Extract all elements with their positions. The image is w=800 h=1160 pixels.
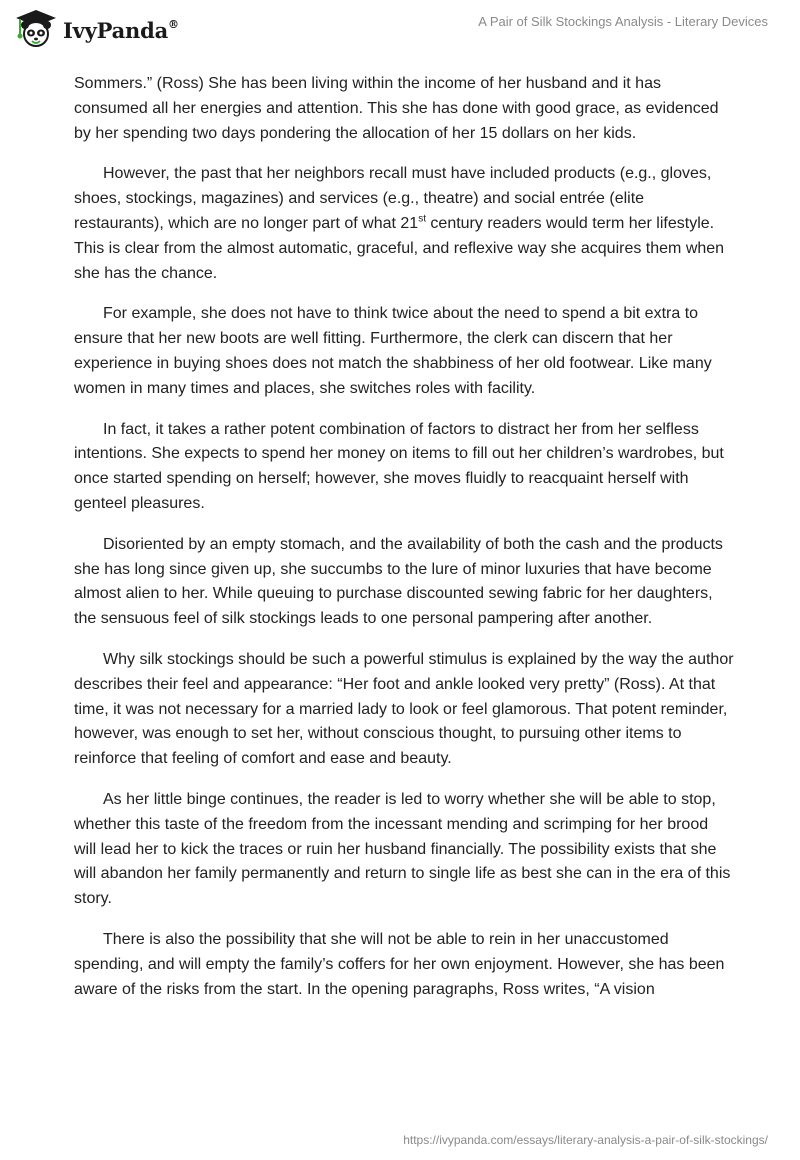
essay-body	[74, 72, 734, 1018]
page-header	[0, 0, 800, 60]
brand-logo[interactable]	[14, 8, 179, 48]
document-title: A Pair of Silk Stockings Analysis - Literary Devices	[478, 14, 768, 29]
paragraph: For example, she does not have to think twice about the need to spend a bit extra to ensure that her new boots are well fitting. Furthermore, the clerk can discern that her experience in buying shoes does not match the shabbiness of her old footwear. Like many women in many times and places, she switches roles with facility.	[74, 305, 712, 397]
paragraph: Disoriented by an empty stomach, and the availability of both the cash and the products she has long since given up, she succumbs to the lure of minor luxuries that have become almost alien to her. While queuing to purchase discounted sewing fabric for her daughters, the sensuous feel of silk stockings leads to one personal pampering after another.	[74, 535, 723, 628]
paragraph: There is also the possibility that she will not be able to rein in her unaccustomed spending, and will empty the family’s coffers for her own enjoyment. However, she has been aware of the risks from the start. In the opening paragraphs, Ross writes, “A vision	[74, 930, 725, 998]
paragraph: In fact, it takes a rather potent combination of factors to distract her from her selfless intentions. She expects to spend her money on items to fill out her children’s wardrobes, but once started spending on herself; however, she moves fluidly to reacquaint herself with genteel pleasures.	[74, 420, 724, 512]
paragraph: Sommers.” (Ross) She has been living within the income of her husband and it has consumed all her energies and attention. This she has done with good grace, as evidenced by her spending two days pondering the allocation of her 15 dollars on her kids.	[74, 75, 719, 142]
panda-graduation-cap-icon	[14, 8, 58, 48]
paragraph: As her little binge continues, the reader is led to worry whether she will be able to stop, whether this taste of the freedom from the incessant mending and scrimping for her brood will lead her to kick the traces or ruin her husband financially. The possibility exists that she will abandon her family permanently and return to single life as best she can in the era of this story.	[74, 790, 731, 908]
source-url-link[interactable]: https://ivypanda.com/essays/literary-analysis-a-pair-of-silk-stockings/	[403, 1133, 768, 1147]
brand-name: IvyPanda®	[63, 17, 179, 43]
paragraph: Why silk stockings should be such a powerful stimulus is explained by the way the author describes their feel and appearance: “Her foot and ankle looked very pretty” (Ross). At that time, it was not necessary for a married lady to look or feel glamorous. That potent reminder, however, was enough to set her, without conscious thought, to pursuing other items to reinforce that feeling of comfort and ease and beauty.	[74, 650, 734, 768]
paragraph: However, the past that her neighbors recall must have included products (e.g., gloves, shoes, stockings, magazines) and services (e.g., theatre) and social entrée (elite restaurants), which are no longer part of what 21st century readers would term her lifestyle. This is clear from the almost automatic, graceful, and reflexive way she acquires them when she has the chance.	[74, 165, 725, 282]
